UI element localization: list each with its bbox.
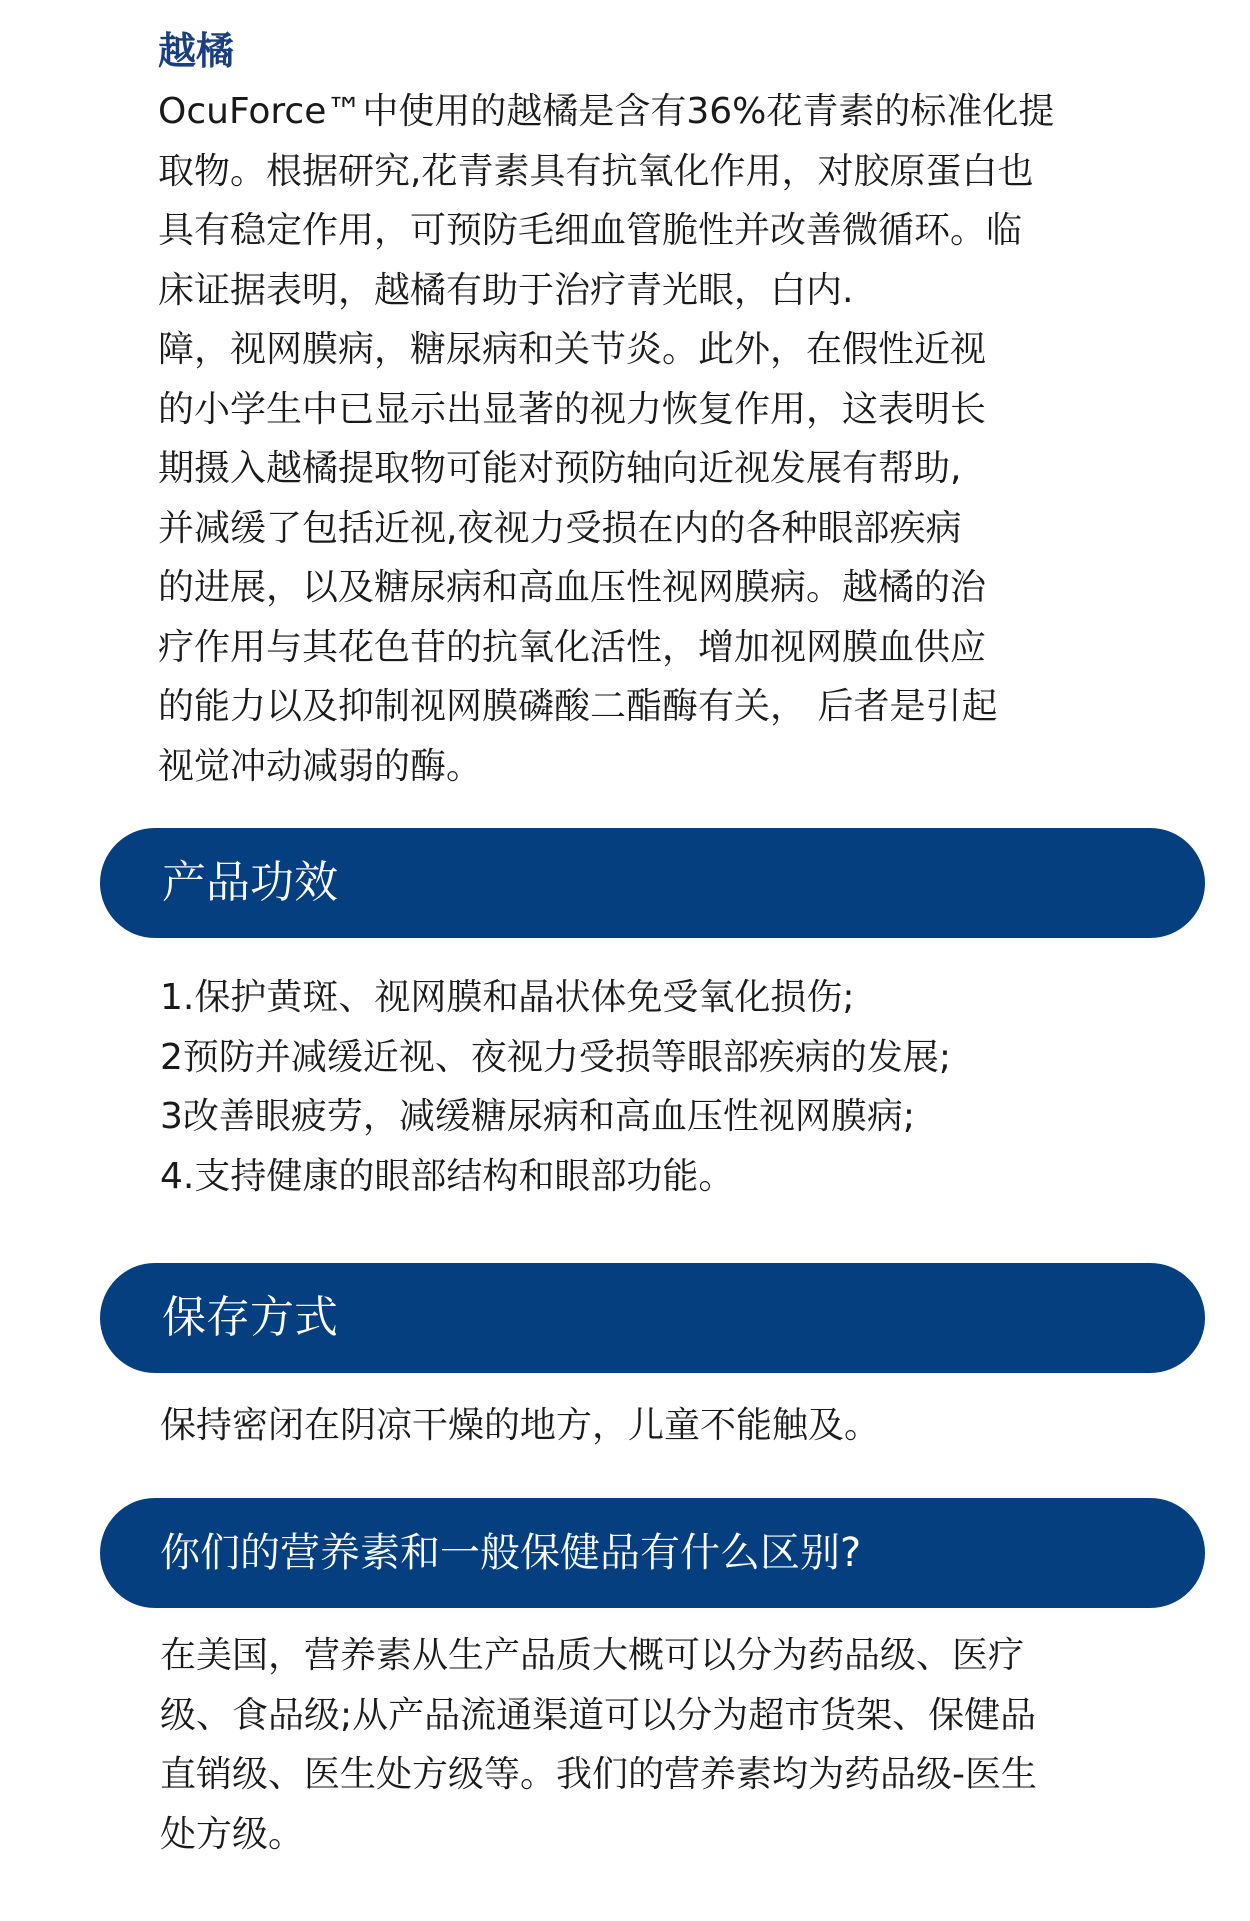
paragraph-line: 取物。根据研究,花青素具有抗氧化作用，对胶原蛋白也 [158,150,1034,192]
benefits-heading: 产品功效 [162,857,338,908]
list-item: 4.支持健康的眼部结构和眼部功能。 [160,1155,735,1197]
paragraph-line: 床证据表明，越橘有助于治疗青光眼，白内. [158,269,854,311]
list-item: 3改善眼疲劳，减缓糖尿病和高血压性视网膜病; [160,1096,916,1137]
list-item: 2预防并减缓近视、夜视力受损等眼部疾病的发展; [160,1036,952,1078]
paragraph-line: 的能力以及抑制视网膜磷酸二酯酶有关， 后者是引起 [158,686,998,727]
paragraph-line: 处方级。 [160,1813,305,1855]
paragraph-line: 的进展，以及糖尿病和高血压性视网膜病。越橘的治 [158,567,987,608]
paragraph-line: 的小学生中已显示出显著的视力恢复作用，这表明长 [158,388,987,430]
benefits-banner [100,828,1205,938]
faq-answer [160,1626,1160,1864]
paragraph-line: 期摄入越橘提取物可能对预防轴向近视发展有帮助, [158,448,962,489]
paragraph-line: 级、食品级;从产品流通渠道可以分为超市货架、保健品 [160,1694,1037,1736]
paragraph-line: 直销级、医生处方级等。我们的营养素均为药品级-医生 [160,1754,1037,1795]
benefits-list [160,968,1160,1206]
paragraph-line: 在美国，营养素从生产品质大概可以分为药品级、医疗 [160,1635,1025,1676]
section-title-bilberry: 越橘 [158,29,235,73]
paragraph-line: 视觉冲动减弱的酶。 [158,745,483,787]
storage-heading: 保存方式 [162,1292,338,1343]
bilberry-description [158,82,1118,796]
faq-question: 你们的营养素和一般保健品有什么区别? [160,1530,862,1576]
paragraph-line: 障，视网膜病，糖尿病和关节炎。此外，在假性近视 [158,329,987,370]
list-item: 1.保护黄斑、视网膜和晶状体免受氧化损伤; [160,977,855,1018]
paragraph-line: 并减缓了包括近视,夜视力受损在内的各种眼部疾病 [158,507,962,549]
paragraph-line: 疗作用与其花色苷的抗氧化活性，增加视网膜血供应 [158,626,987,668]
paragraph-line: 具有稳定作用，可预防毛细血管脆性并改善微循环。临 [158,210,1023,251]
storage-line: 保持密闭在阴凉干燥的地方，儿童不能触及。 [160,1405,881,1446]
storage-banner [100,1263,1205,1373]
storage-text [160,1396,1160,1456]
paragraph-line: OcuForce™中使用的越橘是含有36%花青素的标准化提 [158,91,1055,132]
faq-banner [100,1498,1205,1608]
